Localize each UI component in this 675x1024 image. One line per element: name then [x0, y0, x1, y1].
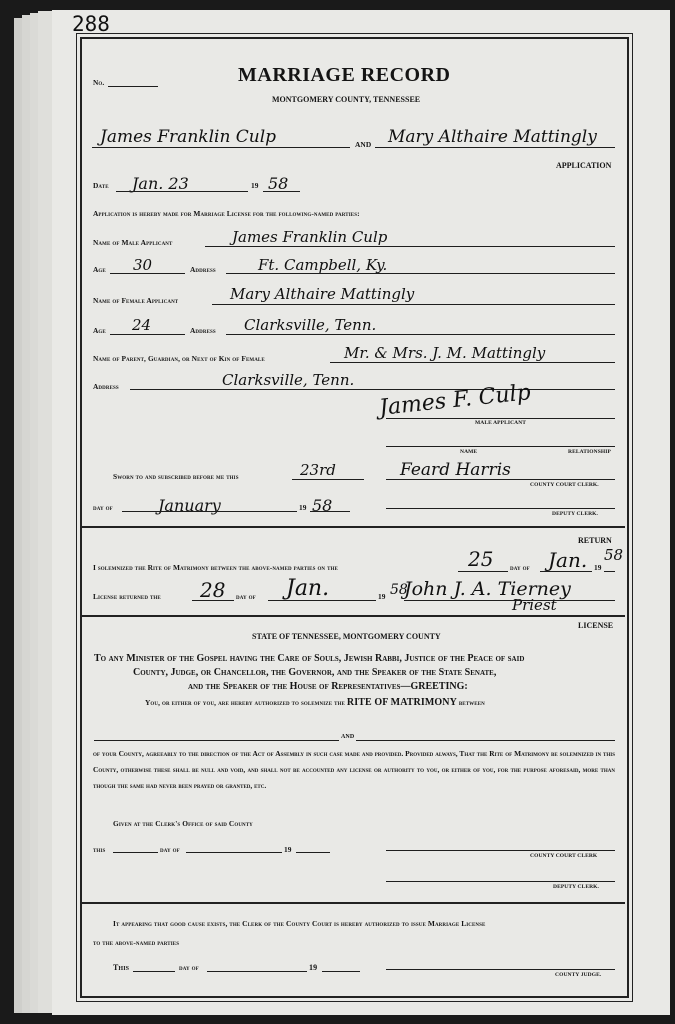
- parties-line: to the above-named parties: [93, 938, 180, 947]
- relationship-caption: RELATIONSHIP: [568, 449, 611, 455]
- county-judge-caption: COUNTY JUDGE.: [555, 972, 602, 978]
- solemnized-year-prefix: 19: [594, 563, 602, 572]
- returned-label: License returned the: [93, 592, 161, 601]
- date-value: Jan. 23: [132, 174, 189, 193]
- footer-year-line: [322, 971, 360, 972]
- officiant-title: Priest: [512, 596, 557, 614]
- male-age-value: 30: [133, 256, 153, 274]
- section-divider: [82, 526, 625, 528]
- female-age-label: Age: [93, 326, 106, 335]
- form-title: MARRIAGE RECORD: [238, 64, 451, 86]
- license-address-line-2: County, Judge, or Chancellor, the Governor, and the Speaker of the State Senate,: [133, 667, 497, 678]
- county-judge-line: [386, 969, 615, 970]
- solemnized-month-value: Jan.: [548, 548, 588, 572]
- parent-line: [330, 362, 615, 363]
- page-number: 288: [72, 12, 110, 36]
- address-label: Address: [93, 382, 119, 391]
- section-divider: [82, 615, 625, 617]
- returned-day-line: [192, 600, 234, 601]
- clerk-line: [386, 479, 615, 480]
- sworn-label: Sworn to and subscribed before me this: [113, 472, 239, 481]
- year-value: 58: [268, 174, 289, 193]
- solemnized-month-line: [540, 571, 592, 572]
- footer-year-prefix: 19: [309, 963, 318, 972]
- party-line-2: [356, 740, 615, 741]
- returned-year-value: 58: [390, 582, 408, 598]
- male-applicant-caption: MALE APPLICANT: [475, 420, 527, 426]
- solemnized-label: I solemnized the Rite of Matrimony between the above-named parties on the: [93, 563, 338, 572]
- male-applicant-line: [205, 246, 615, 247]
- bride-name: Mary Althaire Mattingly: [388, 127, 597, 147]
- parent-value: Mr. & Mrs. J. M. Mattingly: [344, 344, 546, 362]
- authorize-suffix: between: [458, 698, 485, 707]
- license-this-label: this: [93, 845, 106, 854]
- female-address-line: [226, 334, 615, 335]
- year-prefix: 19: [251, 181, 259, 190]
- license-deputy-clerk: DEPUTY CLERK.: [553, 884, 600, 890]
- bride-line: [375, 147, 615, 148]
- female-address-label: Address: [190, 326, 216, 335]
- male-age-line: [110, 273, 185, 274]
- female-applicant-label: Name of Female Applicant: [93, 296, 179, 305]
- day-of-label: day of: [93, 503, 113, 512]
- officiant-signature: John J. A. Tierney: [404, 578, 571, 600]
- female-applicant-line: [212, 304, 615, 305]
- application-label: APPLICATION: [556, 161, 612, 170]
- groom-line: [92, 147, 350, 148]
- female-age-line: [110, 334, 185, 335]
- signature-line: [386, 418, 615, 419]
- given-line: Given at the Clerk's Office of said County: [113, 819, 253, 828]
- solemnized-day-value: 25: [468, 547, 494, 571]
- sworn-year-line: [310, 511, 350, 512]
- sworn-month-value: January: [158, 496, 221, 515]
- license-day-of-label: day of: [160, 845, 180, 854]
- return-label: RETURN: [578, 536, 612, 545]
- male-applicant-label: Name of Male Applicant: [93, 238, 173, 247]
- no-line: [108, 86, 158, 87]
- solemnized-year-line: [604, 571, 615, 572]
- section-divider: [82, 902, 625, 904]
- license-year-line: [296, 852, 330, 853]
- returned-month-line: [268, 600, 376, 601]
- county-court-clerk-caption: COUNTY COURT CLERK.: [530, 482, 599, 488]
- party-line-1: [94, 740, 339, 741]
- license-year-prefix: 19: [284, 845, 292, 854]
- deputy-line: [386, 508, 615, 509]
- name-line: [386, 446, 615, 447]
- rite-of-matrimony: RITE OF MATRIMONY: [346, 697, 457, 708]
- date-label: Date: [93, 181, 109, 190]
- groom-name: James Franklin Culp: [100, 127, 277, 147]
- female-address-value: Clarksville, Tenn.: [244, 316, 377, 334]
- deputy-clerk-caption: DEPUTY CLERK.: [552, 511, 599, 517]
- male-applicant-value: James Franklin Culp: [232, 228, 388, 246]
- female-applicant-value: Mary Althaire Mattingly: [230, 285, 415, 303]
- footer-this-label: This: [113, 963, 130, 972]
- solemnized-day-of-label: day of: [510, 563, 530, 572]
- address-line: [130, 389, 615, 390]
- footer-this-line: [133, 971, 175, 972]
- no-label: No.: [93, 78, 105, 87]
- male-address-label: Address: [190, 265, 216, 274]
- license-body: of your County, agreeably to the direction of the Act of Assembly in such case made and provided. Provided always, That the Rite of Matrimony be solemnized in this County, otherwise these shall be null and void, and shall not be accounted any license or authority to you, or either of you, for the purpose aforesaid, more than though the same had never been prayed or granted, etc.: [93, 749, 615, 790]
- application-intro: Application is hereby made for Marriage License for the following-named parties:: [93, 209, 360, 218]
- sworn-year-prefix: 19: [299, 503, 307, 512]
- license-address-line-3: and the Speaker of the House of Representatives—GREETING:: [188, 681, 468, 692]
- returned-day-value: 28: [200, 578, 226, 602]
- license-month-line: [186, 852, 282, 853]
- returned-day-of-label: day of: [236, 592, 256, 601]
- date-line: [116, 191, 248, 192]
- male-applicant-signature: James F. Culp: [378, 380, 532, 421]
- solemnized-day-line: [458, 571, 508, 572]
- address-value: Clarksville, Tenn.: [222, 371, 355, 389]
- male-address-line: [226, 273, 615, 274]
- male-age-label: Age: [93, 265, 106, 274]
- license-county-court-clerk: COUNTY COURT CLERK: [530, 853, 598, 859]
- sworn-day-value: 23rd: [300, 461, 336, 479]
- sworn-year-value: 58: [312, 496, 333, 515]
- solemnized-year-value: 58: [604, 546, 624, 564]
- cause-line: It appearing that good cause exists, the Clerk of the County Court is hereby authorized to issue Marriage License: [113, 919, 486, 928]
- license-this-line: [113, 852, 158, 853]
- license-clerk-line: [386, 850, 615, 851]
- footer-day-of-label: day of: [179, 963, 199, 972]
- clerk-signature: Feard Harris: [400, 460, 511, 480]
- license-address-line-1: To any Minister of the Gospel having the Care of Souls, Jewish Rabbi, Justice of the Peace of said: [94, 653, 525, 664]
- license-label: LICENSE: [578, 621, 614, 630]
- county-heading: MONTGOMERY COUNTY, TENNESSEE: [272, 95, 421, 104]
- sworn-day-line: [292, 479, 364, 480]
- parent-label: Name of Parent, Guardian, or Next of Kin of Female: [93, 354, 265, 363]
- female-age-value: 24: [132, 316, 152, 334]
- license-and-label: AND: [341, 734, 355, 740]
- returned-year-prefix: 19: [378, 592, 386, 601]
- license-deputy-line: [386, 881, 615, 882]
- year-line: [263, 191, 300, 192]
- male-address-value: Ft. Campbell, Ky.: [258, 256, 388, 274]
- and-label: AND: [355, 140, 372, 149]
- returned-month-value: Jan.: [286, 576, 330, 601]
- name-caption: NAME: [460, 449, 478, 455]
- officiant-line: [404, 600, 615, 601]
- sworn-month-line: [122, 511, 297, 512]
- authorize-prefix: You, or either of you, are hereby authorized to solemnize the: [145, 698, 345, 707]
- footer-month-line: [207, 971, 307, 972]
- authorize-line: [145, 697, 485, 708]
- state-line: STATE OF TENNESSEE, MONTGOMERY COUNTY: [252, 632, 441, 641]
